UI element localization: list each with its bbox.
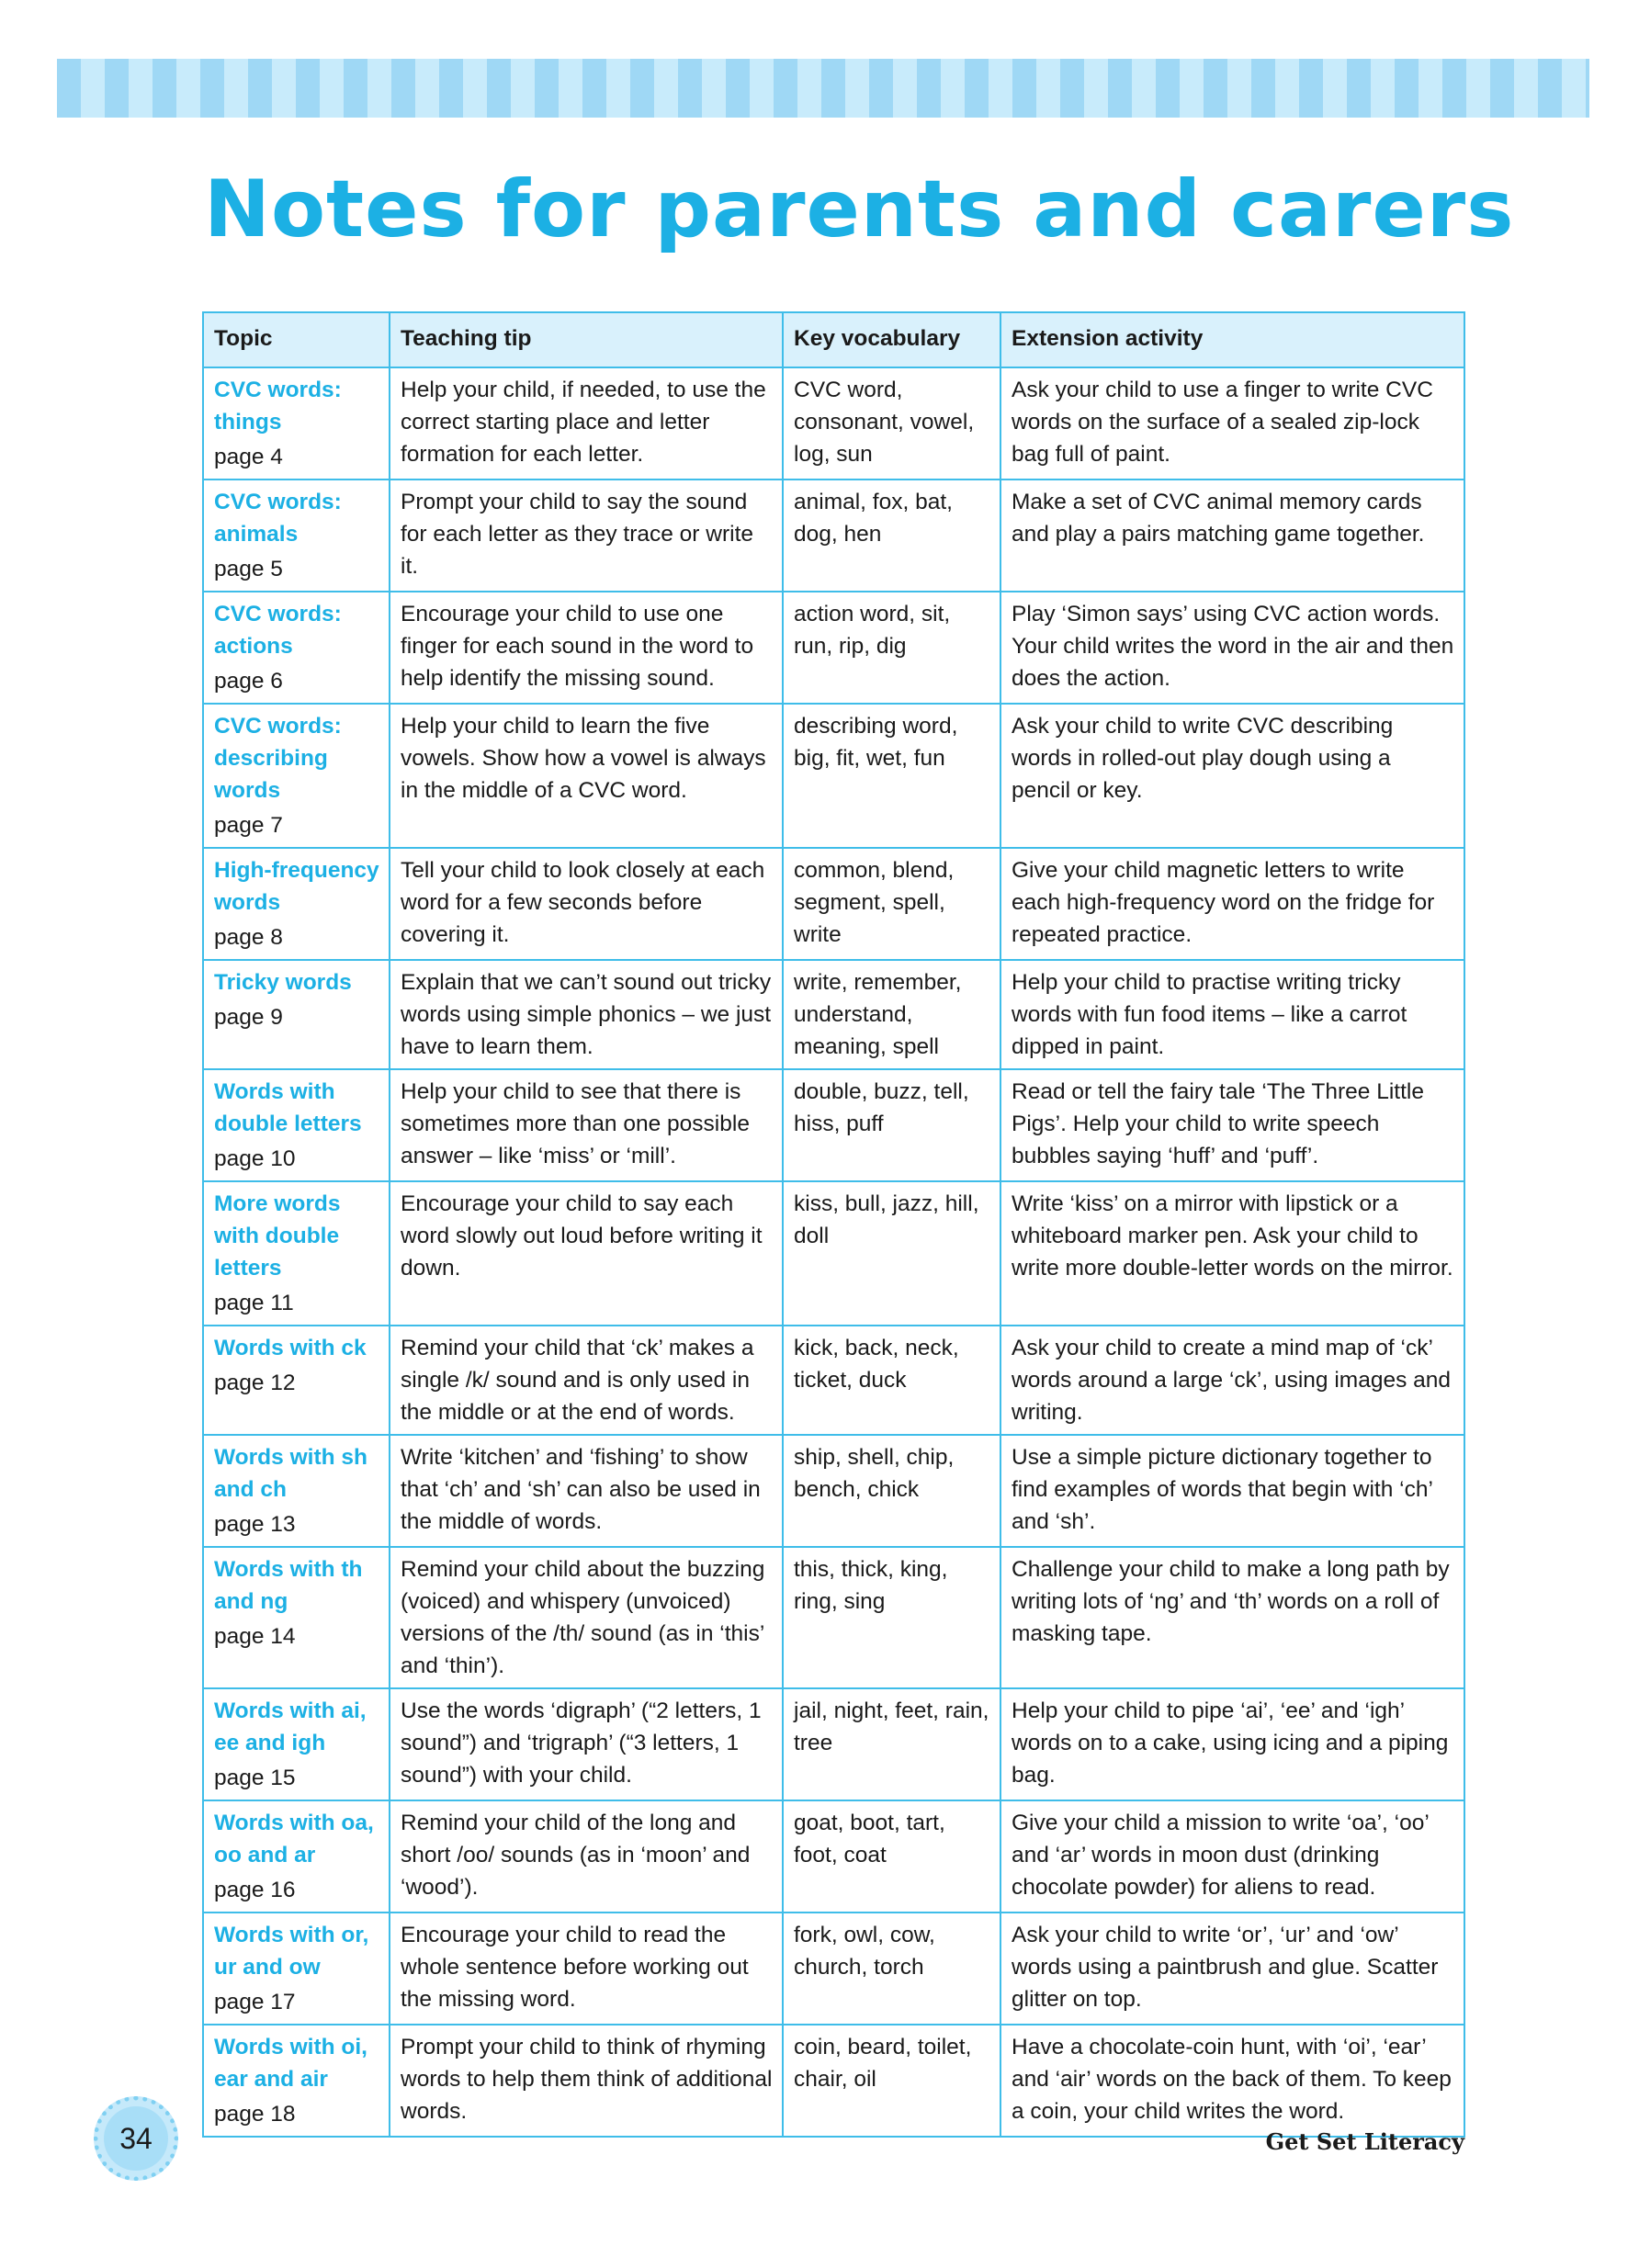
topic-name: Words with th and ng	[214, 1557, 363, 1614]
table-row	[203, 592, 1464, 704]
topic-page-ref: page 12	[214, 1371, 296, 1395]
table-header-row	[203, 312, 1464, 367]
cell-teaching-tip: Prompt your child to say the sound for each letter as they trace or write it.	[390, 480, 783, 592]
table-row	[203, 704, 1464, 848]
cell-extension-activity: Play ‘Simon says’ using CVC action words. Your child writes the word in the air and then does the action.	[1000, 592, 1464, 704]
topic-page-ref: page 6	[214, 669, 283, 694]
cell-extension-activity: Have a chocolate-coin hunt, with ‘oi’, ‘ear’ and ‘air’ words on the back of them. To keep a coin, your child writes the word.	[1000, 2025, 1464, 2137]
cell-teaching-tip: Use the words ‘digraph’ (“2 letters, 1 sound”) and ‘trigraph’ (“3 letters, 1 sound”) with your child.	[390, 1688, 783, 1800]
cell-topic	[203, 704, 390, 848]
table-row	[203, 1800, 1464, 1913]
table-row	[203, 960, 1464, 1069]
topic-page-ref: page 14	[214, 1624, 296, 1649]
cell-extension-activity: Ask your child to write CVC describing words in rolled-out play dough using a pencil or key.	[1000, 704, 1464, 848]
cell-extension-activity: Give your child a mission to write ‘oa’, ‘oo’ and ‘ar’ words in moon dust (drinking chocolate powder) for aliens to read.	[1000, 1800, 1464, 1913]
cell-key-vocabulary: describing word, big, fit, wet, fun	[783, 704, 1000, 848]
topic-name: Words with ai, ee and igh	[214, 1698, 367, 1755]
header-teaching-tip: Teaching tip	[390, 312, 783, 367]
table-row	[203, 1435, 1464, 1547]
cell-teaching-tip: Encourage your child to read the whole sentence before working out the missing word.	[390, 1913, 783, 2025]
cell-key-vocabulary: ship, shell, chip, bench, chick	[783, 1435, 1000, 1547]
cell-key-vocabulary: action word, sit, run, rip, dig	[783, 592, 1000, 704]
cell-key-vocabulary: this, thick, king, ring, sing	[783, 1547, 1000, 1688]
page-number: 34	[104, 2106, 168, 2171]
cell-extension-activity: Help your child to pipe ‘ai’, ‘ee’ and ‘igh’ words on to a cake, using icing and a piping bag.	[1000, 1688, 1464, 1800]
decorative-stripe-band	[57, 59, 1589, 118]
table-row	[203, 1069, 1464, 1181]
cell-teaching-tip: Tell your child to look closely at each word for a few seconds before covering it.	[390, 848, 783, 960]
cell-topic	[203, 1069, 390, 1181]
cell-topic	[203, 1181, 390, 1326]
cell-extension-activity: Give your child magnetic letters to write each high-frequency word on the fridge for repeated practice.	[1000, 848, 1464, 960]
table-row	[203, 1688, 1464, 1800]
notes-table	[202, 311, 1465, 2138]
header-extension-activity: Extension activity	[1000, 312, 1464, 367]
cell-key-vocabulary: CVC word, consonant, vowel, log, sun	[783, 367, 1000, 480]
cell-extension-activity: Ask your child to write ‘or’, ‘ur’ and ‘ow’ words using a paintbrush and glue. Scatter glitter on top.	[1000, 1913, 1464, 2025]
footer-brand: Get Set Literacy	[1265, 2128, 1464, 2155]
topic-name: More words with double letters	[214, 1191, 341, 1281]
topic-name: Words with oi, ear and air	[214, 2035, 367, 2092]
cell-key-vocabulary: jail, night, feet, rain, tree	[783, 1688, 1000, 1800]
cell-topic	[203, 367, 390, 480]
cell-teaching-tip: Remind your child that ‘ck’ makes a single /k/ sound and is only used in the middle or at the end of words.	[390, 1326, 783, 1435]
cell-extension-activity: Read or tell the fairy tale ‘The Three Little Pigs’. Help your child to write speech bubbles saying ‘huff’ and ‘puff’.	[1000, 1069, 1464, 1181]
cell-key-vocabulary: write, remember, understand, meaning, spell	[783, 960, 1000, 1069]
cell-teaching-tip: Prompt your child to think of rhyming words to help them think of additional words.	[390, 2025, 783, 2137]
table-row	[203, 1913, 1464, 2025]
cell-extension-activity: Ask your child to use a finger to write CVC words on the surface of a sealed zip-lock bag full of paint.	[1000, 367, 1464, 480]
cell-extension-activity: Challenge your child to make a long path by writing lots of ‘ng’ and ‘th’ words on a roll of masking tape.	[1000, 1547, 1464, 1688]
cell-teaching-tip: Explain that we can’t sound out tricky words using simple phonics – we just have to learn them.	[390, 960, 783, 1069]
topic-page-ref: page 11	[214, 1291, 294, 1315]
topic-page-ref: page 4	[214, 445, 283, 469]
topic-page-ref: page 17	[214, 1990, 296, 2014]
cell-key-vocabulary: animal, fox, bat, dog, hen	[783, 480, 1000, 592]
topic-page-ref: page 13	[214, 1512, 296, 1537]
cell-extension-activity: Help your child to practise writing tricky words with fun food items – like a carrot dipped in paint.	[1000, 960, 1464, 1069]
cell-key-vocabulary: kiss, bull, jazz, hill, doll	[783, 1181, 1000, 1326]
topic-name: CVC words: things	[214, 378, 342, 434]
cell-topic	[203, 2025, 390, 2137]
cell-topic	[203, 848, 390, 960]
page-title: Notes for parents and carers	[204, 164, 1515, 255]
topic-name: High-frequency words	[214, 858, 379, 915]
cell-topic	[203, 960, 390, 1069]
cell-extension-activity: Write ‘kiss’ on a mirror with lipstick or a whiteboard marker pen. Ask your child to write more double-letter words on the mirror.	[1000, 1181, 1464, 1326]
table-row	[203, 1547, 1464, 1688]
cell-topic	[203, 1913, 390, 2025]
table-row	[203, 1326, 1464, 1435]
cell-topic	[203, 480, 390, 592]
cell-topic	[203, 1435, 390, 1547]
page-number-badge	[94, 2096, 178, 2181]
topic-name: CVC words: describing words	[214, 714, 342, 803]
cell-key-vocabulary: coin, beard, toilet, chair, oil	[783, 2025, 1000, 2137]
cell-topic	[203, 592, 390, 704]
topic-page-ref: page 18	[214, 2102, 296, 2127]
topic-name: Words with sh and ch	[214, 1445, 367, 1502]
cell-topic	[203, 1688, 390, 1800]
topic-page-ref: page 16	[214, 1878, 296, 1902]
table-row	[203, 848, 1464, 960]
cell-teaching-tip: Encourage your child to say each word slowly out loud before writing it down.	[390, 1181, 783, 1326]
cell-key-vocabulary: common, blend, segment, spell, write	[783, 848, 1000, 960]
topic-name: Words with oa, oo and ar	[214, 1811, 374, 1867]
cell-teaching-tip: Remind your child of the long and short /oo/ sounds (as in ‘moon’ and ‘wood’).	[390, 1800, 783, 1913]
topic-page-ref: page 9	[214, 1005, 283, 1030]
cell-key-vocabulary: goat, boot, tart, foot, coat	[783, 1800, 1000, 1913]
topic-name: Words with or, ur and ow	[214, 1923, 369, 1980]
topic-page-ref: page 5	[214, 557, 283, 581]
cell-teaching-tip: Help your child, if needed, to use the correct starting place and letter formation for each letter.	[390, 367, 783, 480]
topic-name: CVC words: animals	[214, 490, 342, 547]
cell-extension-activity: Ask your child to create a mind map of ‘ck’ words around a large ‘ck’, using images and writing.	[1000, 1326, 1464, 1435]
cell-teaching-tip: Remind your child about the buzzing (voiced) and whispery (unvoiced) versions of the /th/ sound (as in ‘this’ and ‘thin’).	[390, 1547, 783, 1688]
topic-name: Words with double letters	[214, 1079, 362, 1136]
table-row	[203, 367, 1464, 480]
table-row	[203, 480, 1464, 592]
topic-page-ref: page 10	[214, 1146, 296, 1171]
topic-page-ref: page 15	[214, 1766, 296, 1790]
header-key-vocabulary: Key vocabulary	[783, 312, 1000, 367]
cell-key-vocabulary: kick, back, neck, ticket, duck	[783, 1326, 1000, 1435]
table-body	[203, 367, 1464, 2137]
cell-key-vocabulary: fork, owl, cow, church, torch	[783, 1913, 1000, 2025]
topic-name: CVC words: actions	[214, 602, 342, 659]
cell-teaching-tip: Help your child to learn the five vowels. Show how a vowel is always in the middle of a CVC word.	[390, 704, 783, 848]
cell-extension-activity: Use a simple picture dictionary together to find examples of words that begin with ‘ch’ and ‘sh’.	[1000, 1435, 1464, 1547]
table-row	[203, 2025, 1464, 2137]
cell-key-vocabulary: double, buzz, tell, hiss, puff	[783, 1069, 1000, 1181]
cell-topic	[203, 1326, 390, 1435]
cell-teaching-tip: Encourage your child to use one finger for each sound in the word to help identify the missing sound.	[390, 592, 783, 704]
topic-page-ref: page 8	[214, 925, 283, 950]
topic-name: Words with ck	[214, 1336, 367, 1360]
cell-extension-activity: Make a set of CVC animal memory cards and play a pairs matching game together.	[1000, 480, 1464, 592]
topic-page-ref: page 7	[214, 813, 283, 838]
header-topic: Topic	[203, 312, 390, 367]
cell-topic	[203, 1800, 390, 1913]
cell-topic	[203, 1547, 390, 1688]
topic-name: Tricky words	[214, 970, 352, 995]
cell-teaching-tip: Help your child to see that there is sometimes more than one possible answer – like ‘miss’ or ‘mill’.	[390, 1069, 783, 1181]
cell-teaching-tip: Write ‘kitchen’ and ‘fishing’ to show that ‘ch’ and ‘sh’ can also be used in the middle of words.	[390, 1435, 783, 1547]
table-row	[203, 1181, 1464, 1326]
